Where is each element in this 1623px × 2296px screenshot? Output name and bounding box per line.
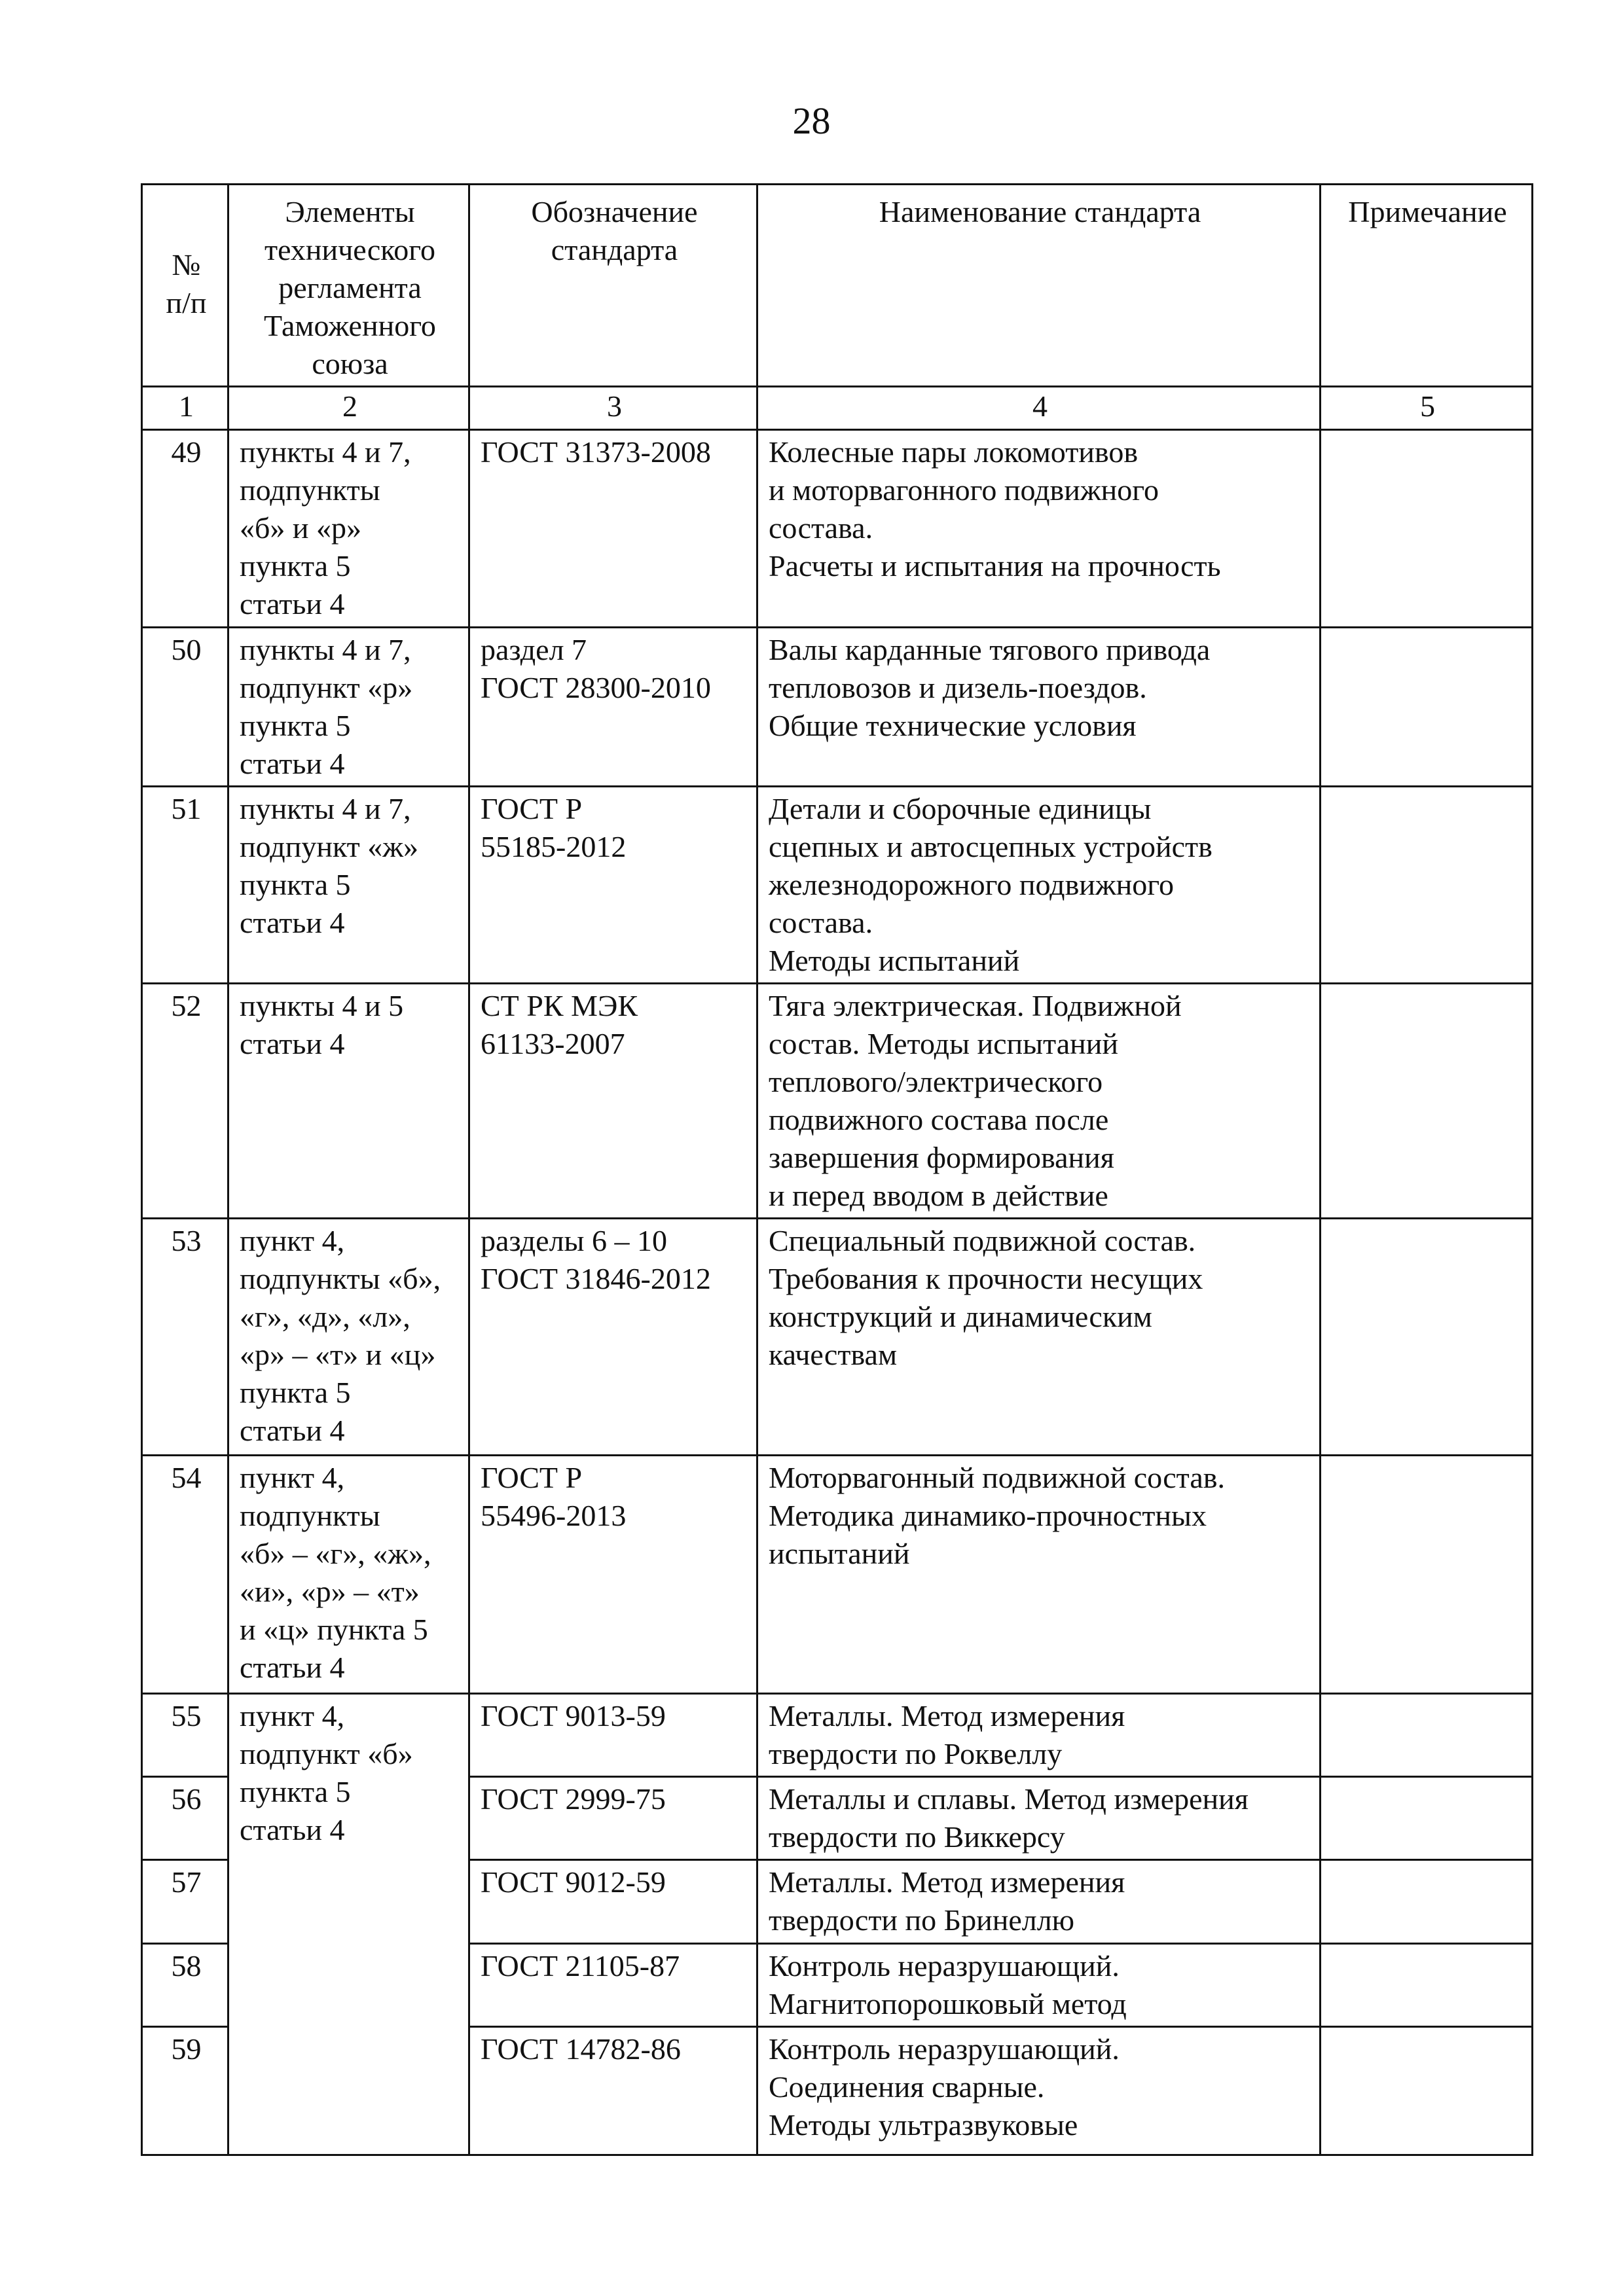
row-number: 59 [142, 2027, 228, 2155]
header-number: № п/п [142, 185, 228, 387]
row-note [1321, 628, 1533, 787]
row-designation: ГОСТ Р 55185-2012 [469, 787, 757, 984]
table-row [142, 1456, 1533, 1694]
column-number: 3 [469, 387, 757, 430]
row-elements: пункт 4, подпункт «б» пункта 5 статьи 4 [228, 1694, 469, 2155]
table-row [142, 984, 1533, 1219]
row-note [1321, 1944, 1533, 2027]
page-number: 28 [792, 99, 831, 142]
row-elements: пункты 4 и 7, подпункты «б» и «р» пункта 5 статьи 4 [228, 430, 469, 628]
row-note [1321, 1777, 1533, 1860]
row-standard-name: Контроль неразрушающий. Соединения сварные. Методы ультразвуковые [757, 2027, 1321, 2155]
row-number: 50 [142, 628, 228, 787]
column-number: 4 [757, 387, 1321, 430]
column-number-row [142, 387, 1533, 430]
row-number: 56 [142, 1777, 228, 1860]
row-note [1321, 1219, 1533, 1456]
table-row [142, 628, 1533, 787]
row-number: 55 [142, 1694, 228, 1777]
header-name: Наименование стандарта [757, 185, 1321, 387]
standards-table [141, 183, 1533, 2156]
row-elements: пункты 4 и 5 статьи 4 [228, 984, 469, 1219]
table-row [142, 1694, 1533, 1777]
row-designation: ГОСТ 31373-2008 [469, 430, 757, 628]
header-elements: Элементы технического регламента Таможенного союза [228, 185, 469, 387]
row-standard-name: Металлы и сплавы. Метод измерения твердости по Виккерсу [757, 1777, 1321, 1860]
table-row [142, 430, 1533, 628]
row-designation: ГОСТ 21105-87 [469, 1944, 757, 2027]
row-elements: пункт 4, подпункты «б» – «г», «ж», «и», «р» – «т» и «ц» пункта 5 статьи 4 [228, 1456, 469, 1694]
row-standard-name: Тяга электрическая. Подвижной состав. Методы испытаний теплового/электрического подвижного состава после завершения формирования и перед вводом в действие [757, 984, 1321, 1219]
row-designation: разделы 6 – 10 ГОСТ 31846-2012 [469, 1219, 757, 1456]
column-number: 1 [142, 387, 228, 430]
row-number: 53 [142, 1219, 228, 1456]
row-note [1321, 787, 1533, 984]
row-note [1321, 2027, 1533, 2155]
row-designation: ГОСТ Р 55496-2013 [469, 1456, 757, 1694]
row-note [1321, 1456, 1533, 1694]
table-body [142, 430, 1533, 2155]
row-designation: ГОСТ 9013-59 [469, 1694, 757, 1777]
row-standard-name: Металлы. Метод измерения твердости по Бринеллю [757, 1860, 1321, 1944]
row-standard-name: Детали и сборочные единицы сцепных и автосцепных устройств железнодорожного подвижного состава. Методы испытаний [757, 787, 1321, 984]
row-number: 58 [142, 1944, 228, 2027]
row-elements: пункты 4 и 7, подпункт «р» пункта 5 статьи 4 [228, 628, 469, 787]
column-number: 5 [1321, 387, 1533, 430]
row-note [1321, 430, 1533, 628]
table-row [142, 1219, 1533, 1456]
table-row [142, 787, 1533, 984]
row-elements: пункты 4 и 7, подпункт «ж» пункта 5 статьи 4 [228, 787, 469, 984]
row-number: 49 [142, 430, 228, 628]
row-designation: ГОСТ 14782-86 [469, 2027, 757, 2155]
row-standard-name: Моторвагонный подвижной состав. Методика динамико-прочностных испытаний [757, 1456, 1321, 1694]
row-standard-name: Валы карданные тягового привода тепловозов и дизель-поездов. Общие технические условия [757, 628, 1321, 787]
row-note [1321, 984, 1533, 1219]
row-number: 57 [142, 1860, 228, 1944]
row-designation: ГОСТ 2999-75 [469, 1777, 757, 1860]
row-number: 54 [142, 1456, 228, 1694]
row-number: 52 [142, 984, 228, 1219]
row-elements: пункт 4, подпункты «б», «г», «д», «л», «р» – «т» и «ц» пункта 5 статьи 4 [228, 1219, 469, 1456]
row-designation: СТ РК МЭК 61133-2007 [469, 984, 757, 1219]
row-note [1321, 1694, 1533, 1777]
header-designation: Обозначение стандарта [469, 185, 757, 387]
row-standard-name: Специальный подвижной состав. Требования к прочности несущих конструкций и динамическим качествам [757, 1219, 1321, 1456]
column-number: 2 [228, 387, 469, 430]
header-note: Примечание [1321, 185, 1533, 387]
row-standard-name: Колесные пары локомотивов и моторвагонного подвижного состава. Расчеты и испытания на прочность [757, 430, 1321, 628]
row-standard-name: Металлы. Метод измерения твердости по Роквеллу [757, 1694, 1321, 1777]
table-header-row [142, 185, 1533, 387]
row-number: 51 [142, 787, 228, 984]
row-designation: раздел 7 ГОСТ 28300-2010 [469, 628, 757, 787]
row-designation: ГОСТ 9012-59 [469, 1860, 757, 1944]
row-note [1321, 1860, 1533, 1944]
row-standard-name: Контроль неразрушающий. Магнитопорошковый метод [757, 1944, 1321, 2027]
